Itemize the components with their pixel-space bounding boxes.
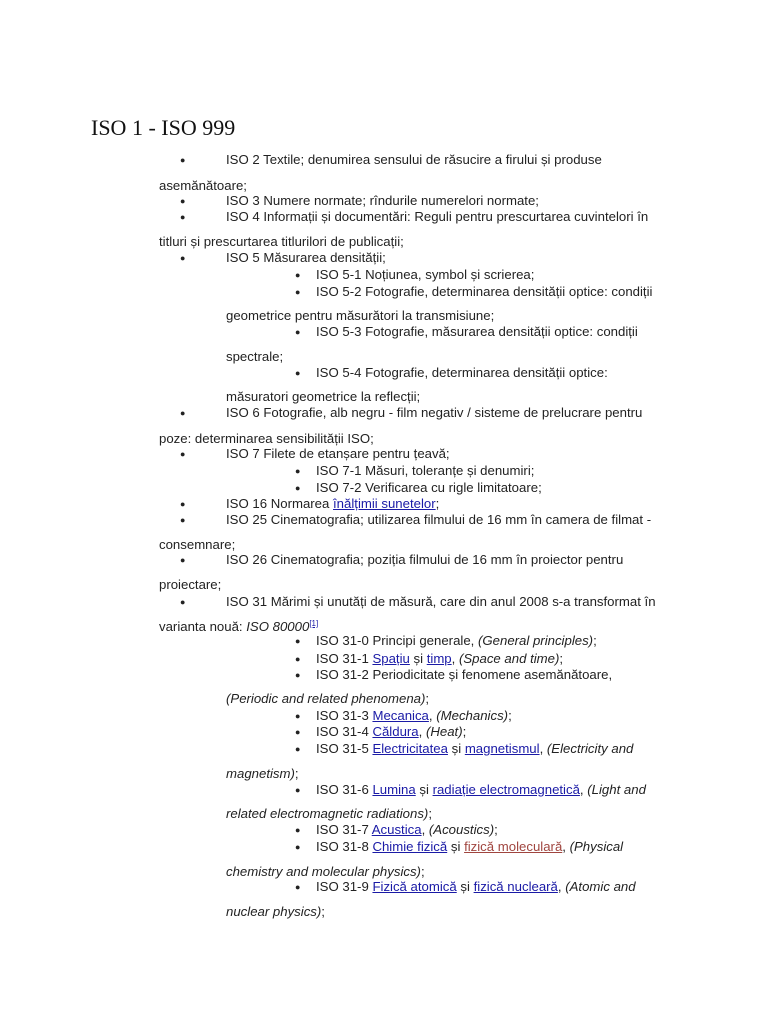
link-electricitatea[interactable]: Electricitatea xyxy=(372,741,448,756)
item-iso5-2-line1: ISO 5-2 Fotografie, determinarea densității optice: condiții xyxy=(316,284,653,299)
bullet-icon: ● xyxy=(295,466,301,476)
item-iso31-6-line2: related electromagnetic radiations); xyxy=(226,806,432,821)
bullet-icon: ● xyxy=(180,597,186,607)
bullet-icon: ● xyxy=(180,515,186,525)
bullet-icon: ● xyxy=(295,368,301,378)
item-iso5-3-line2: spectrale; xyxy=(226,349,284,364)
item-iso5-4-line1: ISO 5-4 Fotografie, determinarea densității optice: xyxy=(316,365,608,380)
item-iso31-2-line2: (Periodic and related phenomena); xyxy=(226,691,430,706)
item-iso5-1: ISO 5-1 Noțiunea, symbol și scrierea; xyxy=(316,267,535,282)
item-iso7-2: ISO 7-2 Verificarea cu rigle limitatoare; xyxy=(316,480,542,495)
bullet-icon: ● xyxy=(295,785,301,795)
item-iso5-2-line2: geometrice pentru măsurători la transmisiune; xyxy=(226,308,495,323)
item-iso5: ISO 5 Măsurarea densității; xyxy=(226,250,386,265)
item-iso31-4: ISO 31-4 Căldura, (Heat); xyxy=(316,724,467,739)
link-mecanica[interactable]: Mecanica xyxy=(372,708,429,723)
item-iso31-8-line1: ISO 31-8 Chimie fizică și fizică moleculară, (Physical xyxy=(316,839,624,854)
bullet-icon: ● xyxy=(180,449,186,459)
item-iso2-line2: asemănătoare; xyxy=(159,178,247,193)
link-fizica-atomica[interactable]: Fizică atomică xyxy=(372,879,457,894)
item-iso3: ISO 3 Numere normate; rîndurile numerelori normate; xyxy=(226,193,539,208)
item-iso26-line1: ISO 26 Cinematografia; poziția filmului de 16 mm în proiector pentru xyxy=(226,552,624,567)
item-iso31-3: ISO 31-3 Mecanica, (Mechanics); xyxy=(316,708,512,723)
bullet-icon: ● xyxy=(295,727,301,737)
item-iso31-9-line2: nuclear physics); xyxy=(226,904,325,919)
link-radiatie-electromagnetica[interactable]: radiație electromagnetică xyxy=(432,782,580,797)
link-lumina[interactable]: Lumina xyxy=(372,782,416,797)
footnote-link[interactable]: [1] xyxy=(309,619,319,628)
bullet-icon: ● xyxy=(295,327,301,337)
item-iso31-line1: ISO 31 Mărimi și unutăți de măsură, care din anul 2008 s-a transformat în xyxy=(226,594,656,609)
bullet-icon: ● xyxy=(295,825,301,835)
bullet-icon: ● xyxy=(295,636,301,646)
bullet-icon: ● xyxy=(180,196,186,206)
item-iso26-line2: proiectare; xyxy=(159,577,222,592)
link-magnetismul[interactable]: magnetismul xyxy=(464,741,540,756)
bullet-icon: ● xyxy=(295,670,301,680)
item-iso31-line2: varianta nouă: ISO 80000[1] xyxy=(159,619,319,634)
bullet-icon: ● xyxy=(295,654,301,664)
item-iso31-1: ISO 31-1 Spațiu și timp, (Space and time); xyxy=(316,651,564,666)
item-iso16: ISO 16 Normarea înălțimii sunetelor; xyxy=(226,496,440,511)
item-iso4-line2: titluri și prescurtarea titlurilori de publicații; xyxy=(159,234,404,249)
bullet-icon: ● xyxy=(295,744,301,754)
bullet-icon: ● xyxy=(295,287,301,297)
bullet-icon: ● xyxy=(295,483,301,493)
link-caldura[interactable]: Căldura xyxy=(372,724,419,739)
item-iso25-line1: ISO 25 Cinematografia; utilizarea filmului de 16 mm în camera de filmat - xyxy=(226,512,652,527)
bullet-icon: ● xyxy=(180,555,186,565)
link-fizica-moleculara[interactable]: fizică moleculară xyxy=(464,839,563,854)
item-iso31-2-line1: ISO 31-2 Periodicitate și fenomene asemănătoare, xyxy=(316,667,613,682)
bullet-icon: ● xyxy=(180,155,186,165)
bullet-icon: ● xyxy=(295,842,301,852)
item-iso25-line2: consemnare; xyxy=(159,537,236,552)
link-spatiu[interactable]: Spațiu xyxy=(372,651,410,666)
item-iso31-6-line1: ISO 31-6 Lumina și radiație electromagnetică, (Light and xyxy=(316,782,646,797)
item-iso6-line2: poze: determinarea sensibilității ISO; xyxy=(159,431,374,446)
item-iso31-5-line1: ISO 31-5 Electricitatea și magnetismul, (Electricity and xyxy=(316,741,634,756)
bullet-icon: ● xyxy=(180,253,186,263)
item-iso31-9-line1: ISO 31-9 Fizică atomică și fizică nucleară, (Atomic and xyxy=(316,879,636,894)
link-inaltimii-sunetelor[interactable]: înălțimii sunetelor xyxy=(333,496,436,511)
item-iso5-3-line1: ISO 5-3 Fotografie, măsurarea densității optice: condiții xyxy=(316,324,638,339)
item-iso31-0: ISO 31-0 Principi generale, (General principles); xyxy=(316,633,597,648)
link-chimie-fizica[interactable]: Chimie fizică xyxy=(372,839,448,854)
bullet-icon: ● xyxy=(180,212,186,222)
bullet-icon: ● xyxy=(295,882,301,892)
item-iso2-line1: ISO 2 Textile; denumirea sensului de răsucire a firului și produse xyxy=(226,152,602,167)
page-title: ISO 1 - ISO 999 xyxy=(91,115,236,140)
bullet-icon: ● xyxy=(295,270,301,280)
item-iso5-4-line2: măsuratori geometrice la reflecții; xyxy=(226,389,421,404)
item-iso7-1: ISO 7-1 Măsuri, toleranțe și denumiri; xyxy=(316,463,535,478)
item-iso7: ISO 7 Filete de etanșare pentru țeavă; xyxy=(226,446,450,461)
item-iso31-7: ISO 31-7 Acustica, (Acoustics); xyxy=(316,822,498,837)
item-iso4-line1: ISO 4 Informații și documentări: Reguli pentru prescurtarea cuvintelori în xyxy=(226,209,649,224)
item-iso31-8-line2: chemistry and molecular physics); xyxy=(226,864,425,879)
bullet-icon: ● xyxy=(180,499,186,509)
link-timp[interactable]: timp xyxy=(426,651,452,666)
item-iso31-5-line2: magnetism); xyxy=(226,766,299,781)
link-acustica[interactable]: Acustica xyxy=(371,822,422,837)
bullet-icon: ● xyxy=(180,408,186,418)
bullet-icon: ● xyxy=(295,711,301,721)
item-iso6-line1: ISO 6 Fotografie, alb negru - film negativ / sisteme de prelucrare pentru xyxy=(226,405,643,420)
link-fizica-nucleara[interactable]: fizică nucleară xyxy=(473,879,558,894)
